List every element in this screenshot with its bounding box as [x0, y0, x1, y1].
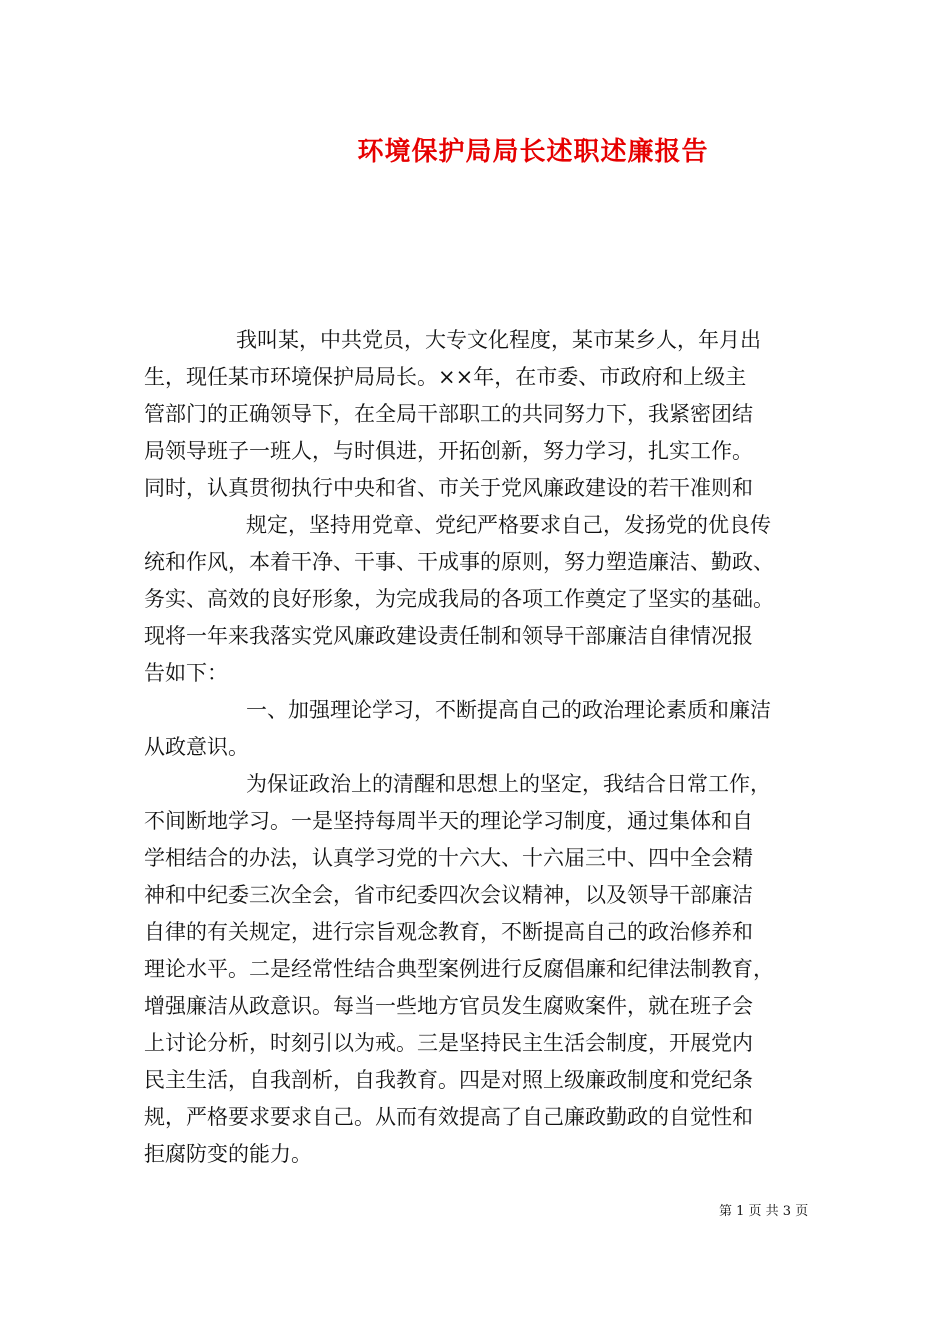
body-line: 自律的有关规定，进行宗旨观念教育，不断提高自己的政治修养和 — [144, 920, 753, 944]
body-line: 规定，坚持用党章、党纪严格要求自己，发扬党的优良传 — [246, 513, 771, 537]
body-line: 管部门的正确领导下，在全局干部职工的共同努力下，我紧密团结 — [144, 402, 753, 426]
body-line: 务实、高效的良好形象，为完成我局的各项工作奠定了坚实的基础。 — [144, 587, 774, 611]
body-line: 现将一年来我落实党风廉政建设责任制和领导干部廉洁自律情况报 — [144, 624, 753, 648]
body-line: 局领导班子一班人，与时俱进，开拓创新，努力学习，扎实工作。 — [144, 439, 753, 463]
section-heading: 一、加强理论学习，不断提高自己的政治理论素质和廉洁 — [246, 698, 771, 722]
body-line: 不间断地学习。一是坚持每周半天的理论学习制度，通过集体和自 — [144, 809, 753, 833]
body-line: 神和中纪委三次全会，省市纪委四次会议精神，以及领导干部廉洁 — [144, 883, 753, 907]
body-line: 理论水平。二是经常性结合典型案例进行反腐倡廉和纪律法制教育， — [144, 957, 774, 981]
document-title: 环境保护局局长述职述廉报告 — [357, 137, 709, 167]
body-line: 统和作风，本着干净、干事、干成事的原则，努力塑造廉洁、勤政、 — [144, 550, 774, 574]
section-heading: 从政意识。 — [144, 735, 249, 759]
body-line: 为保证政治上的清醒和思想上的坚定，我结合日常工作， — [246, 772, 771, 796]
body-line: 生，现任某市环境保护局局长。××年，在市委、市政府和上级主 — [144, 365, 747, 389]
body-line: 增强廉洁从政意识。每当一些地方官员发生腐败案件，就在班子会 — [144, 994, 753, 1018]
body-line: 学相结合的办法，认真学习党的十六大、十六届三中、四中全会精 — [144, 846, 753, 870]
document-body — [144, 322, 824, 1173]
body-line: 我叫某，中共党员，大专文化程度，某市某乡人，年月出 — [236, 328, 761, 352]
body-line: 民主生活，自我剖析，自我教育。四是对照上级廉政制度和党纪条 — [144, 1068, 753, 1092]
body-line: 上讨论分析，时刻引以为戒。三是坚持民主生活会制度，开展党内 — [144, 1031, 753, 1055]
body-line: 同时，认真贯彻执行中央和省、市关于党风廉政建设的若干准则和 — [144, 476, 753, 500]
body-line: 规，严格要求要求自己。从而有效提高了自己廉政勤政的自觉性和 — [144, 1105, 753, 1129]
body-line: 告如下： — [144, 661, 228, 685]
page-number: 第 1 页 共 3 页 — [719, 1204, 809, 1219]
body-line: 拒腐防变的能力。 — [144, 1142, 312, 1166]
